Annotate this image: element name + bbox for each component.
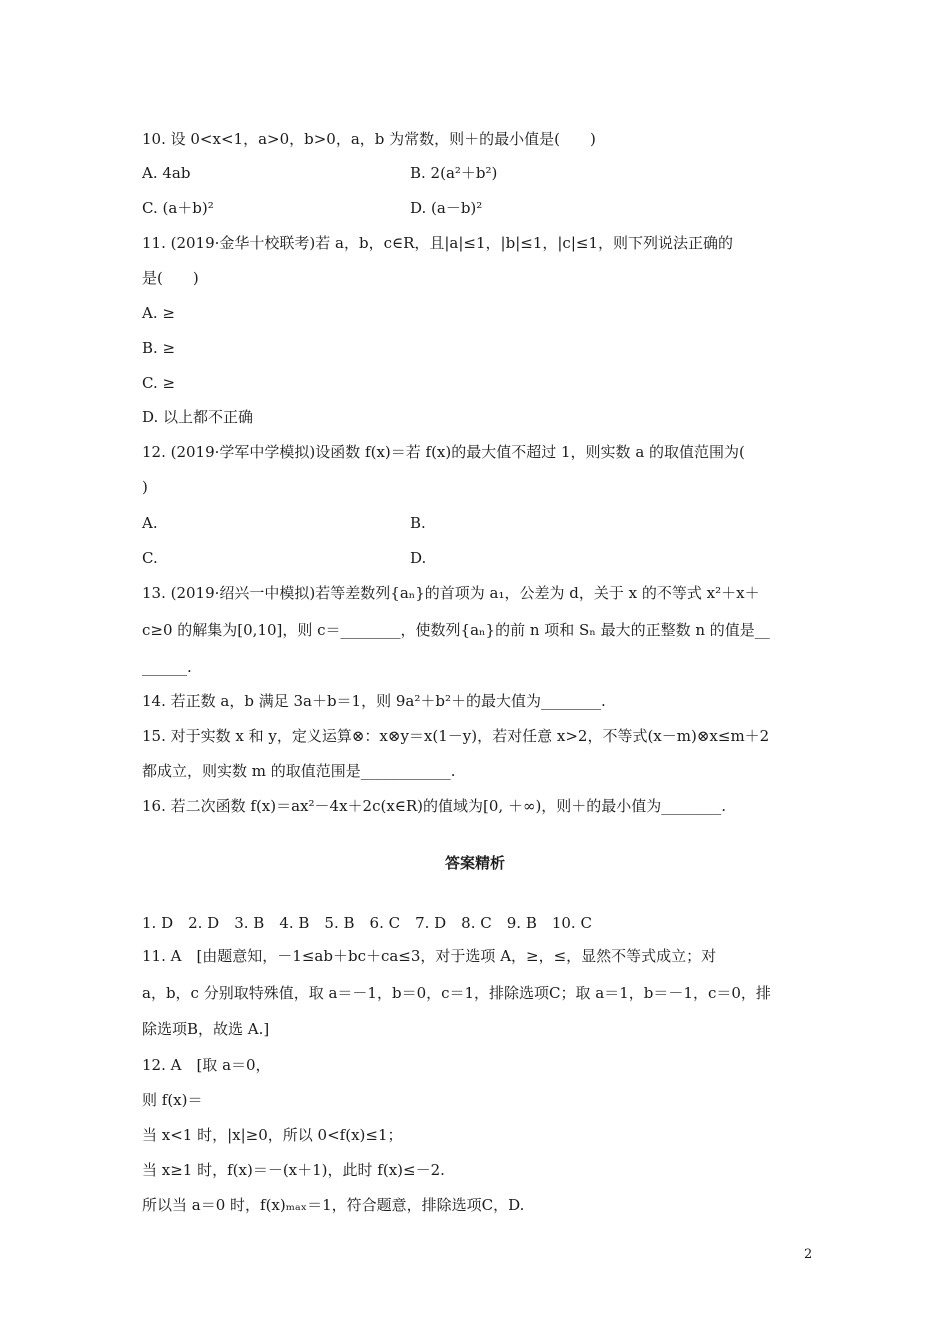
q10-option-a: A. 4ab (142, 164, 191, 182)
q12-option-b: B. (410, 514, 426, 532)
q10-option-c: C. (a＋b)² (142, 199, 214, 217)
answer11-line2: a，b，c 分别取特殊值，取 a＝－1，b＝0，c＝1，排除选项C；取 a＝1，b＝－1，c＝0，排 (142, 984, 771, 1002)
answer12-line3: 当 x<1 时，|x|≥0，所以 0<f(x)≤1； (142, 1126, 403, 1144)
q12-option-a: A. (142, 514, 158, 532)
q12-stem-line1: 12. (2019·学军中学模拟)设函数 f(x)＝若 f(x)的最大值不超过 1，则实数 a 的取值范围为( (142, 443, 745, 461)
q10-option-d: D. (a－b)² (410, 199, 483, 217)
answer12-line5: 所以当 a＝0 时，f(x)ₘₐₓ＝1，符合题意，排除选项C，D. (142, 1196, 525, 1214)
q11-option-b: B. ≥ (142, 339, 176, 357)
q16-line1: 16. 若二次函数 f(x)＝ax²－4x＋2c(x∈R)的值域为[0, ＋∞)，则＋的最小值为________. (142, 797, 727, 815)
q12-option-c: C. (142, 549, 158, 567)
q15-line1: 15. 对于实数 x 和 y，定义运算⊗：x⊗y＝x(1－y)，若对任意 x>2，不等式(x－m)⊗x≤m＋2 (142, 727, 770, 745)
answer12-line1: 12. A [取 a＝0， (142, 1056, 271, 1074)
q11-option-c: C. ≥ (142, 374, 176, 392)
q14-line1: 14. 若正数 a，b 满足 3a＋b＝1，则 9a²＋b²＋的最大值为________. (142, 692, 606, 710)
answer12-line4: 当 x≥1 时，f(x)＝－(x＋1)，此时 f(x)≤－2. (142, 1161, 445, 1179)
q13-line3: ______. (142, 658, 192, 676)
q10-stem: 10. 设 0<x<1，a>0，b>0，a，b 为常数，则＋的最小值是( ) (142, 130, 596, 148)
answer12-line2: 则 f(x)＝ (142, 1091, 203, 1109)
q15-line2: 都成立，则实数 m 的取值范围是____________. (142, 762, 456, 780)
q11-stem-line1: 11. (2019·金华十校联考)若 a，b，c∈R，且|a|≤1，|b|≤1，|c|≤1，则下列说法正确的 (142, 234, 733, 252)
q10-option-b: B. 2(a²＋b²) (410, 164, 498, 182)
answers-line1: 1. D 2. D 3. B 4. B 5. B 6. C 7. D 8. C 9. B 10. C (142, 914, 592, 932)
page-number: 2 (804, 1247, 813, 1262)
q12-stem-line2: ) (142, 478, 148, 496)
q11-option-d: D. 以上都不正确 (142, 408, 254, 426)
q11-option-a: A. ≥ (142, 304, 175, 322)
answers-title: 答案精析 (444, 854, 505, 872)
q13-line2: c≥0 的解集为[0,10]，则 c＝________，使数列{aₙ}的前 n 项和 Sₙ 最大的正整数 n 的值是__ (142, 621, 770, 639)
q13-line1: 13. (2019·绍兴一中模拟)若等差数列{aₙ}的首项为 a₁，公差为 d，关于 x 的不等式 x²＋x＋ (142, 584, 760, 602)
answer11-line1: 11. A [由题意知，－1≤ab＋bc＋ca≤3，对于选项 A，≥，≤，显然不等式成立；对 (142, 947, 717, 965)
answer11-line3: 除选项B，故选 A.] (142, 1020, 270, 1038)
q11-stem-line2: 是( ) (142, 269, 199, 287)
q12-option-d: D. (410, 549, 427, 567)
